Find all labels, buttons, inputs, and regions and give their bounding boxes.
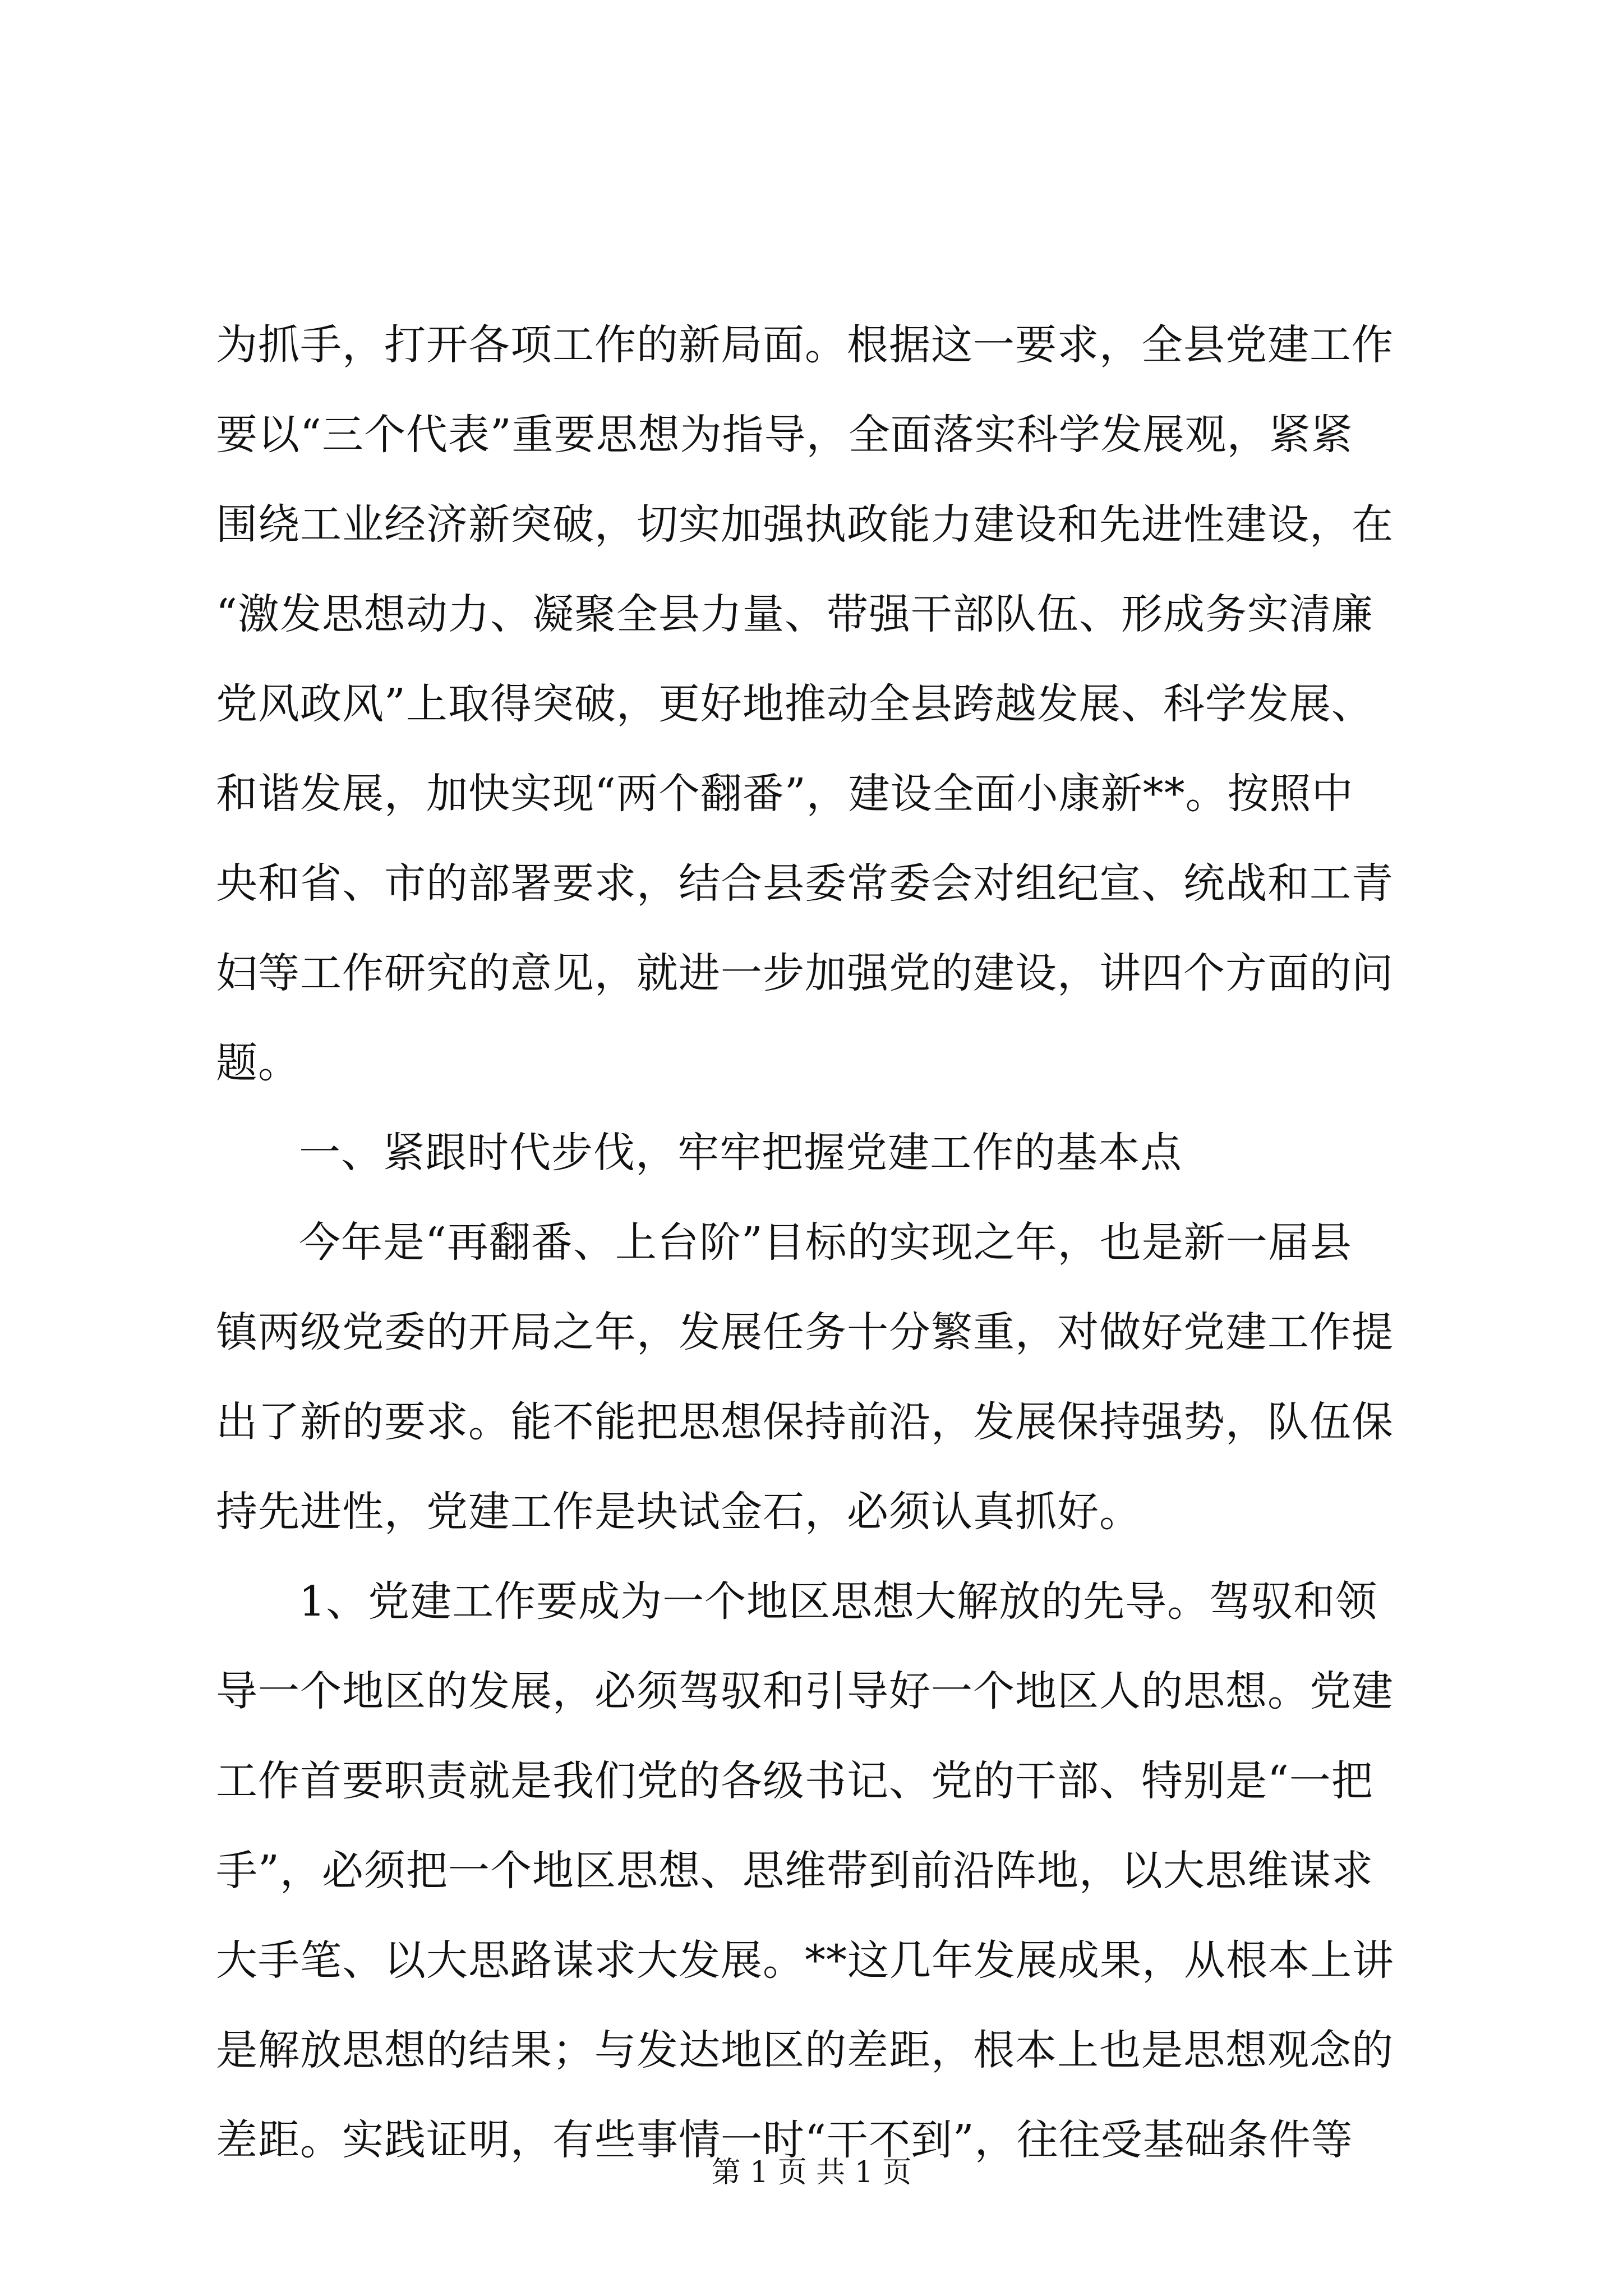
body-line: 党风政风”上取得突破，更好地推动全县跨越发展、科学发展、 [216,680,1373,728]
body-line: 为抓手，打开各项工作的新局面。根据这一要求，全县党建工作 [216,321,1394,369]
body-line: 大手笔、以大思路谋求大发展。**这几年发展成果，从根本上讲 [216,1936,1394,1985]
body-line: 镇两级党委的开局之年，发展任务十分繁重，对做好党建工作提 [216,1308,1394,1356]
body-line: 围绕工业经济新突破，切实加强执政能力建设和先进性建设，在 [216,500,1394,549]
document-body [216,300,1422,2185]
body-line: 题。 [216,1039,300,1087]
body-line: 央和省、市的部署要求，结合县委常委会对组纪宣、统战和工青 [216,859,1394,908]
body-line: 1、党建工作要成为一个地区思想大解放的先导。驾驭和领 [299,1577,1378,1626]
body-line: 持先进性，党建工作是块试金石，必须认真抓好。 [216,1488,1141,1536]
body-line: 是解放思想的结果；与发达地区的差距，根本上也是思想观念的 [216,2026,1394,2074]
body-line: 差距。实践证明，有些事情一时“干不到”，往往受基础条件等 [216,2116,1353,2164]
body-line: 和谐发展，加快实现“两个翻番”，建设全面小康新**。按照中 [216,770,1354,818]
page-footer: 第 1 页 共 1 页 [711,2156,912,2189]
body-line: 工作首要职责就是我们党的各级书记、党的干部、特别是“一把 [216,1757,1373,1805]
section-heading: 一、紧跟时代步伐，牢牢把握党建工作的基本点 [299,1129,1182,1177]
body-line: 导一个地区的发展，必须驾驭和引导好一个地区人的思想。党建 [216,1667,1394,1715]
body-line: 出了新的要求。能不能把思想保持前沿，发展保持强势，队伍保 [216,1398,1394,1446]
body-line: 要以“三个代表”重要思想为指导，全面落实科学发展观，紧紧 [216,411,1353,459]
body-line: 妇等工作研究的意见，就进一步加强党的建设，讲四个方面的问 [216,949,1394,997]
body-line: 今年是“再翻番、上台阶”目标的实现之年，也是新一届县 [299,1218,1352,1267]
body-line: 手”，必须把一个地区思想、思维带到前沿阵地，以大思维谋求 [216,1847,1373,1895]
body-line: “激发思想动力、凝聚全县力量、带强干部队伍、形成务实清廉 [216,590,1373,638]
